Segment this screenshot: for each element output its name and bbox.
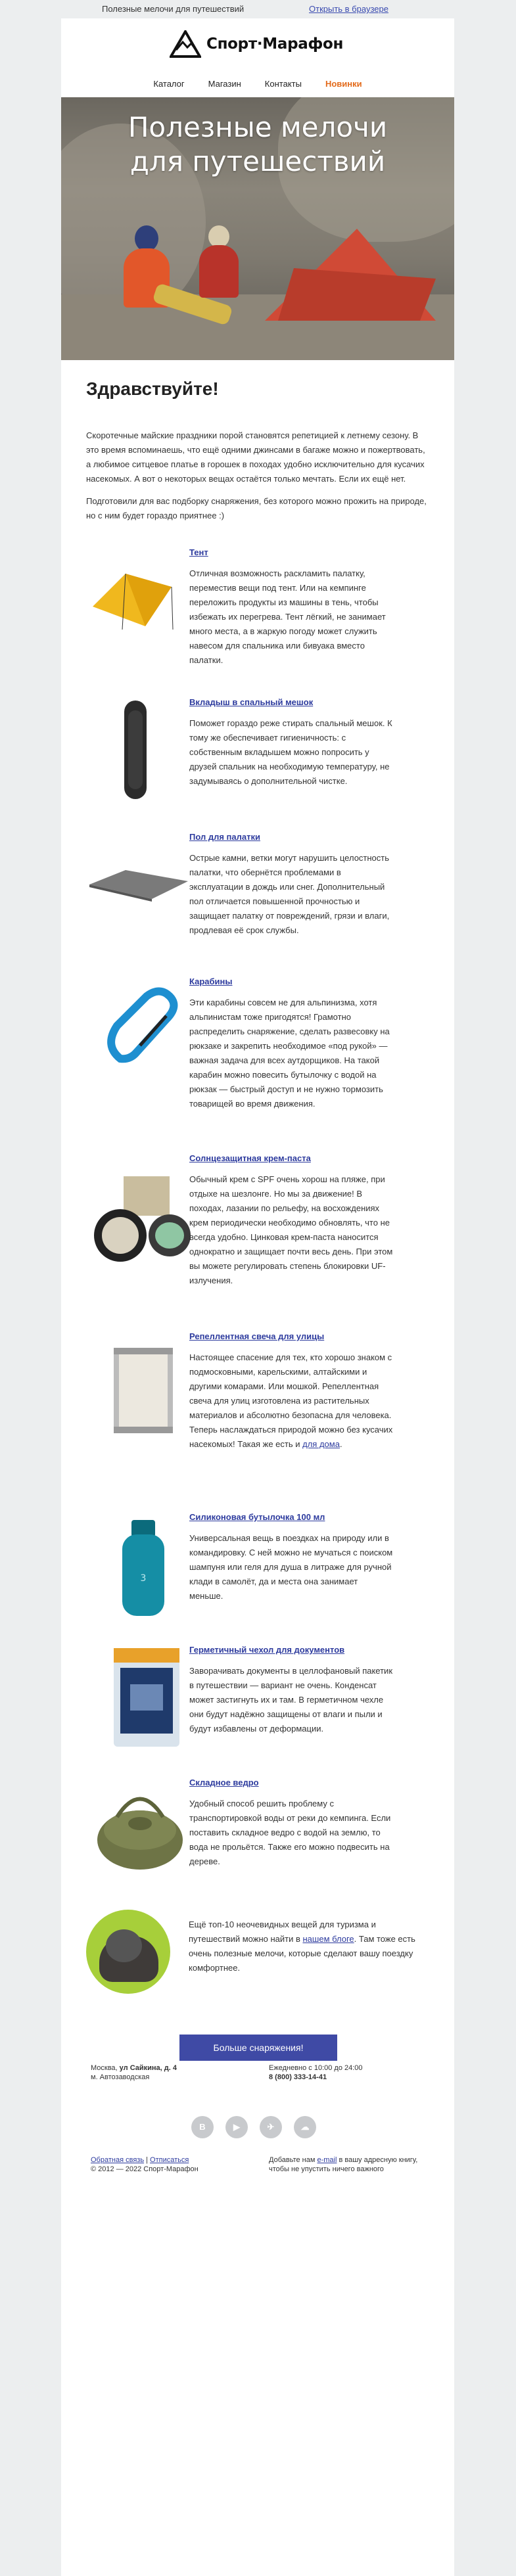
feedback-link[interactable]: Обратная связь [91, 2156, 145, 2164]
preheader-text: Полезные мелочи для путешествий [102, 4, 245, 14]
hero-title: Полезные мелочи для путешествий [128, 111, 388, 177]
header [61, 18, 454, 70]
mountain-logo-icon [170, 30, 201, 58]
unsubscribe-link[interactable]: Отписаться [150, 2156, 189, 2164]
product-desc: Поможет гораздо реже стирать спальный мешок. К тому же обеспечивает гигиеничность: с собственным вкладышем можно попросить у друзей спальник на необходимую температуру, не задумываясь о дополнительной чистке. [189, 718, 392, 786]
greeting: Здравствуйте! [86, 379, 219, 399]
telegram-icon[interactable]: ✈ [260, 2116, 282, 2138]
product-title[interactable]: Силиконовая бутылочка 100 мл [189, 1512, 325, 1522]
product-title[interactable]: Карабины [189, 977, 233, 986]
product-title[interactable]: Солнцезащитная крем-паста [189, 1153, 311, 1163]
product-desc: Эти карабины совсем не для альпинизма, хотя альпинистам тоже пригодятся! Грамотно распределить снаряжение, сделать развесовку на рюкзаке и закрепить необходимое «под рукой» — важная задача для всех аутдорщиков. На такой карабин можно повесить бутылочку с водой на рюкзак — быстрый доступ и не нужно тормозить товарищей во время движения. [189, 998, 390, 1109]
product-desc: Универсальная вещь в поездках на природу или в командировку. С ней можно не мучаться с поиском шампуня или геля для душа в литраже для ручной клади в самолёт, да и места она занимает меньше. [189, 1533, 393, 1601]
cat-avatar-image [86, 1910, 170, 1994]
more-gear-button[interactable]: Больше снаряжения! [179, 2035, 337, 2061]
contact-hours: Ежедневно с 10:00 до 24:00 8 (800) 333-14-41 [269, 2064, 363, 2081]
preheader-bar [0, 0, 516, 18]
content [61, 360, 454, 523]
product-title[interactable]: Тент [189, 547, 208, 557]
product-title[interactable]: Складное ведро [189, 1778, 259, 1787]
phone-number[interactable]: 8 (800) 333-14-41 [269, 2073, 327, 2081]
product-title[interactable]: Герметичный чехол для документов [189, 1645, 345, 1655]
product-desc: Обычный крем с SPF очень хорош на пляже, при отдыхе на шезлонге. Но мы за движение! В походах, лазании по рельефу, на восхождениях крем периодически необходимо обновлять, что не всегда удобно. Цинковая крем-паста наносится однократно и защищает почти весь день. При этом вы можете регулировать степень блокировки UF-излучения. [189, 1174, 393, 1285]
nav-item-catalog[interactable]: Каталог [153, 78, 185, 89]
intro-paragraph-2: Подготовили для вас подборку снаряжения, без которого можно прожить на природе, но с ним будет гораздо приятнее :) [86, 496, 427, 520]
email-link[interactable]: e-mail [317, 2156, 337, 2164]
product-title[interactable]: Вкладыш в спальный мешок [189, 697, 314, 707]
add-email-note: Добавьте нам e-mail в вашу адресную книгу, чтобы не упустить ничего важного [269, 2156, 418, 2173]
intro-paragraph-1: Скоротечные майские праздники порой становятся репетицией к летнему сезону. В это время вспоминаешь, что ещё одними джинсами в багаже можно и пожертвовать, а любимое ситцевое платье в горошек в походах удобно исключительно для кусачих насекомых. А вот о некоторых вещах остаётся только мечтать. Если их ещё нет. [86, 430, 425, 484]
blog-link[interactable]: нашем блоге [302, 1934, 354, 1944]
main-nav [61, 70, 454, 97]
vk-icon[interactable]: В [191, 2116, 214, 2138]
hero-image [61, 97, 454, 360]
nav-item-contacts[interactable]: Контакты [264, 78, 302, 89]
svg-text:3: 3 [140, 1573, 147, 1584]
youtube-icon[interactable]: ▶ [225, 2116, 248, 2138]
product-desc: Острые камни, ветки могут нарушить целостность палатки, что обернётся проблемами в эксплуатации в дождь или снег. Дополнительный пол отличается повышенной прочностью и защищает палатку от повреждений, грязи и влаги, продлевая её срок службы. [189, 853, 390, 935]
nav-item-new[interactable]: Новинки [325, 78, 362, 89]
address: Москва, ул Сайкина, д. 4 м. Автозаводская [91, 2064, 177, 2081]
email-card [61, 18, 454, 2576]
brand-name: Спорт·Марафон [206, 35, 344, 53]
nav-item-shop[interactable]: Магазин [208, 78, 241, 89]
home-candle-link[interactable]: для дома [302, 1439, 340, 1449]
footer-links: Обратная связь | Отписаться © 2012 — 2022 Спорт-Марафон [91, 2156, 199, 2173]
brand-logo[interactable] [170, 30, 343, 58]
product-desc: Удобный способ решить проблему с транспортировкой воды от реки до кемпинга. Если поставить складное ведро с водой на землю, то вода не прольётся. Также его можно подвесить на дереве. [189, 1799, 391, 1866]
copyright: © 2012 — 2022 Спорт-Марафон [91, 2165, 199, 2173]
product-desc: Настоящее спасение для тех, кто хорошо знаком с подмосковными, карельскими, алтайскими и другими комарами. Или мошкой. Репеллентная свеча для улиц изготовлена из растительных материалов и абсолютно безопасна для человека. Теперь наслаждаться природой можно без кусачих насекомых! Такая же есть и для дома. [189, 1352, 393, 1449]
product-desc: Отличная возможность раскламить палатку, переместив вещи под тент. Или на кемпинге переложить продукты из машины в тень, чтобы избежать их перегрева. Тент лёгкий, не занимает много места, а в жаркую погоду может служить навесом для спальника или бивуака вместо палатки. [189, 568, 386, 665]
product-title[interactable]: Репеллентная свеча для улицы [189, 1331, 325, 1341]
product-desc: Заворачивать документы в целлофановый пакетик в путешествии — вариант не очень. Конденсат может застигнуть их и там. В герметичном чехле они будут надёжно защищены от влаги и пыли и будут избавлены от деформации. [189, 1666, 393, 1734]
cloud-icon[interactable]: ☁ [294, 2116, 316, 2138]
outro-text: Ещё топ-10 неочевидных вещей для туризма и путешествий можно найти в нашем блоге. Там тоже есть очень полезные мелочи, которые сделают вашу поездку комфортнее. [189, 1920, 415, 1973]
open-in-browser-link[interactable]: Открыть в браузере [309, 4, 388, 14]
product-title[interactable]: Пол для палатки [189, 832, 260, 842]
